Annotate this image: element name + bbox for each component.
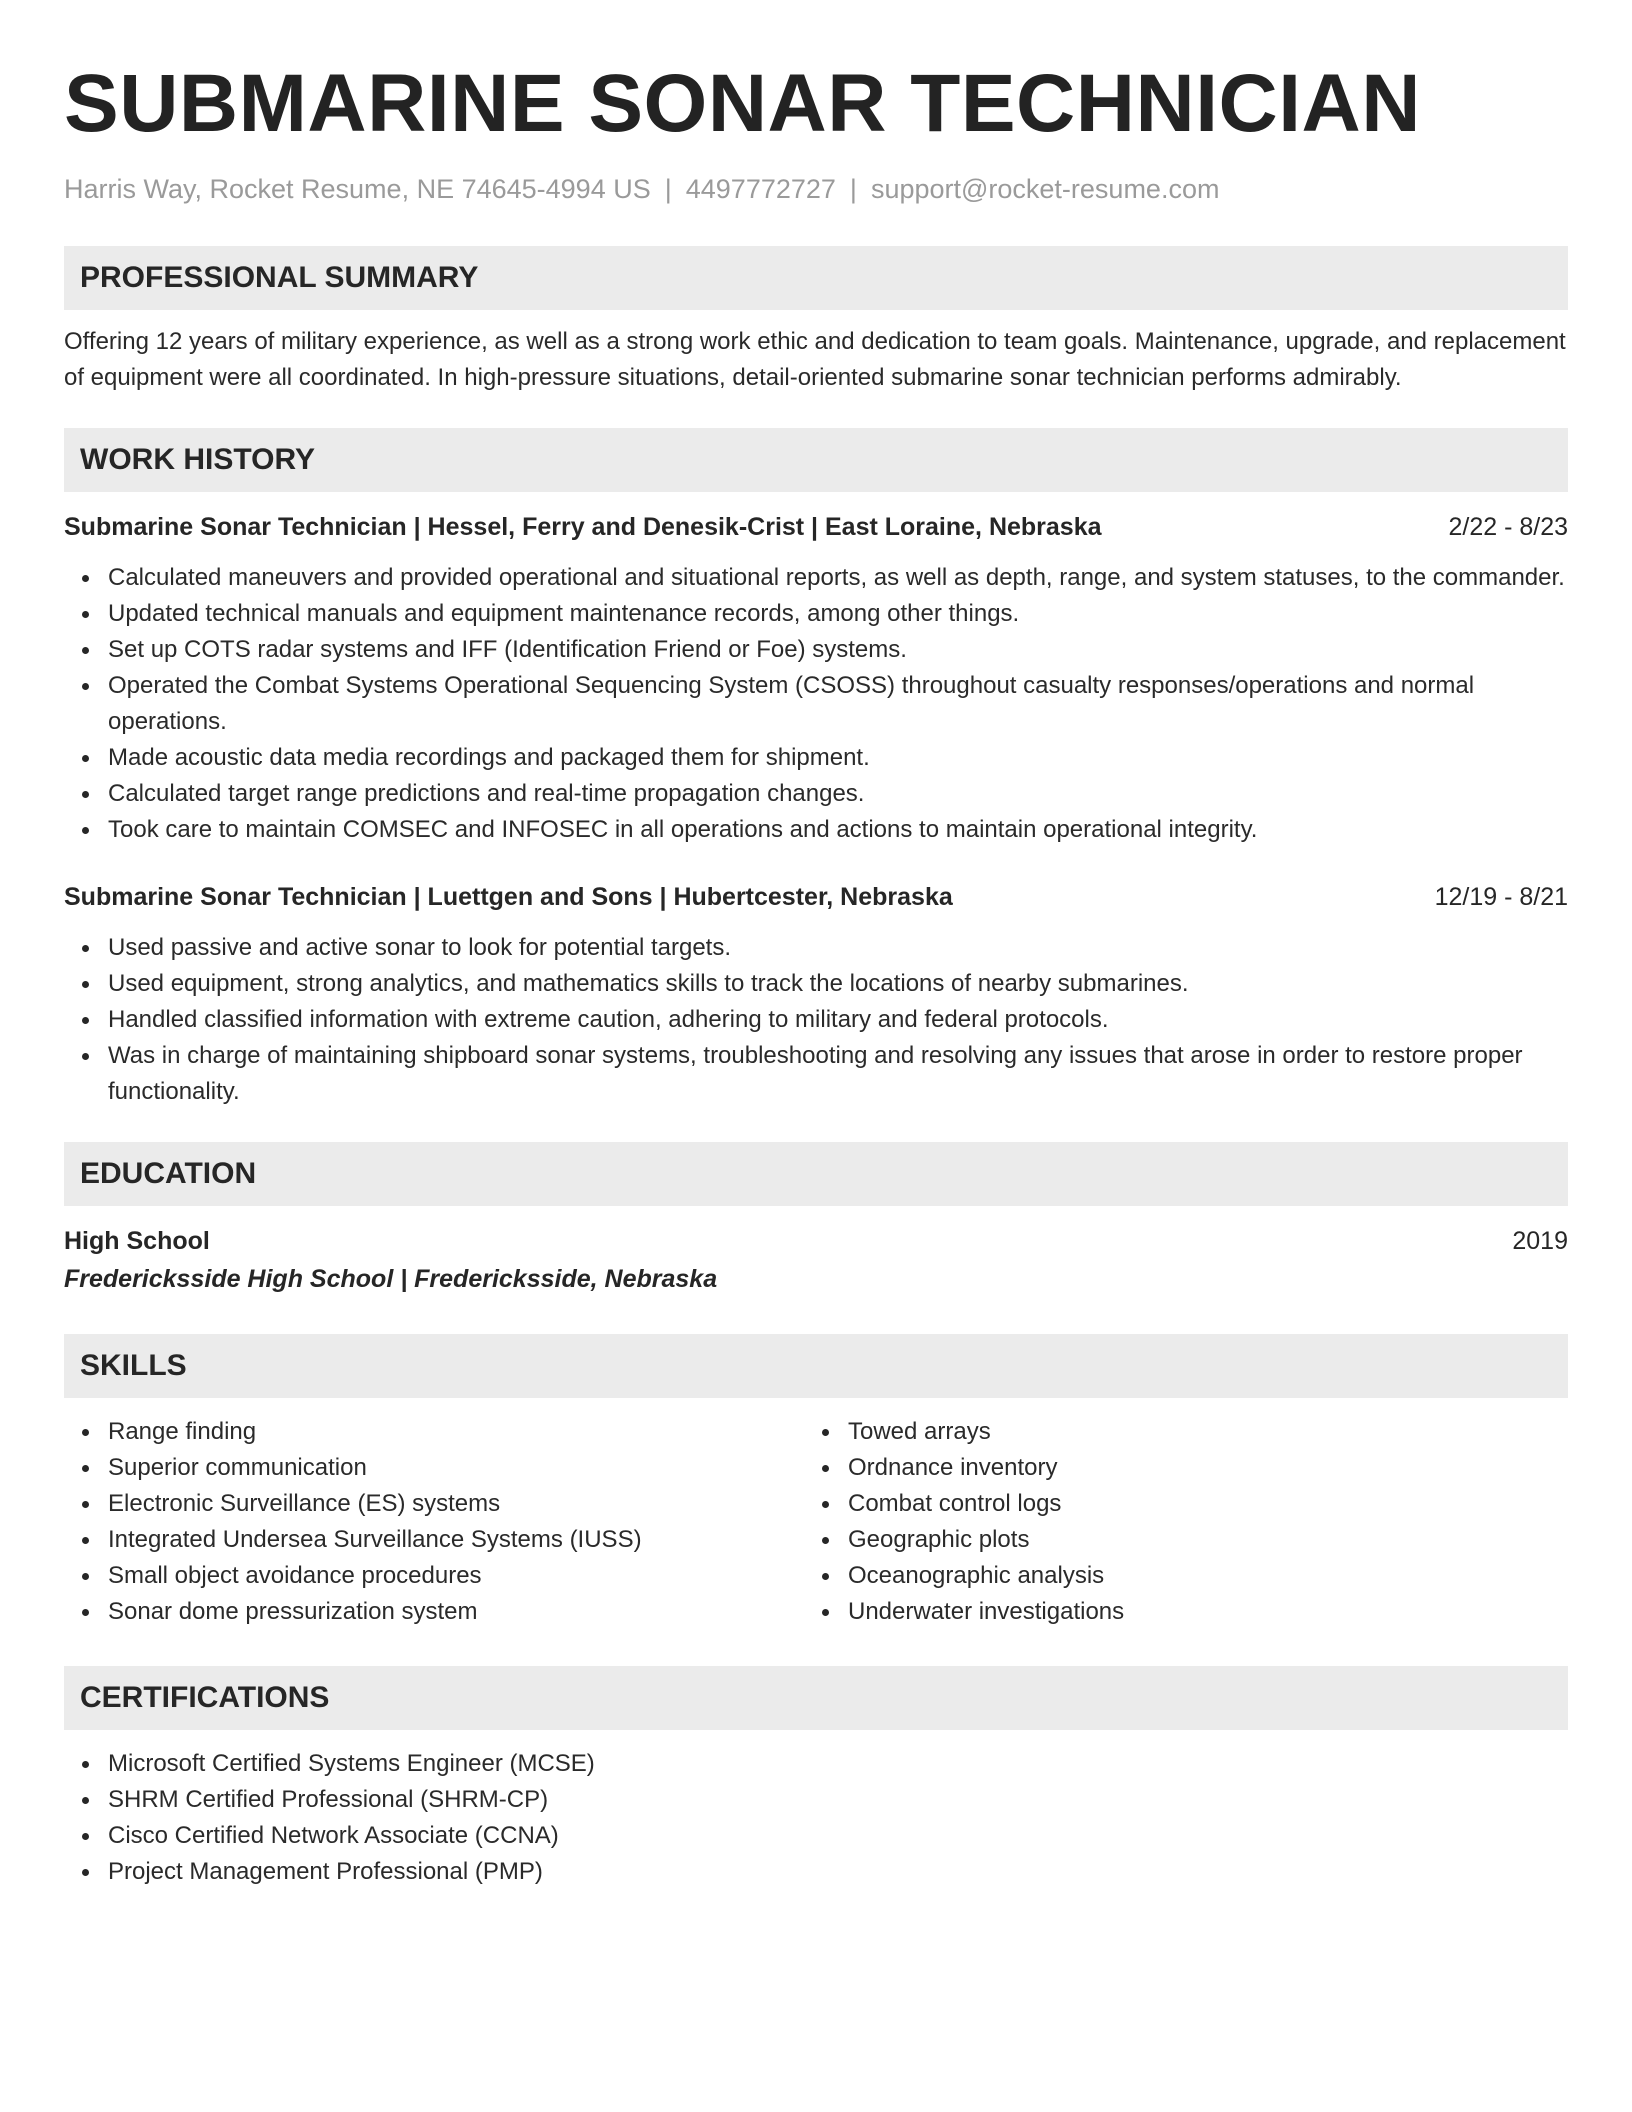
list-item: Used passive and active sonar to look for potential targets.: [108, 930, 1568, 966]
list-item: Was in charge of maintaining shipboard sonar systems, troubleshooting and resolving any issues that arose in order to restore proper functionality.: [108, 1038, 1568, 1110]
list-item: Ordnance inventory: [848, 1450, 1544, 1486]
list-item: Geographic plots: [848, 1522, 1544, 1558]
job-dates: 2/22 - 8/23: [1448, 513, 1568, 541]
list-item: Microsoft Certified Systems Engineer (MCSE): [108, 1746, 1568, 1782]
education-school: Fredericksside High School | Fredericksside, Nebraska: [64, 1265, 718, 1293]
list-item: Took care to maintain COMSEC and INFOSEC in all operations and actions to maintain operational integrity.: [108, 812, 1568, 848]
resume-page: [64, 58, 1568, 1890]
education-heading: EDUCATION: [64, 1142, 1568, 1206]
certifications-heading: CERTIFICATIONS: [64, 1666, 1568, 1730]
contact-separator: |: [849, 174, 857, 204]
job-header: [64, 510, 1568, 544]
list-item: Made acoustic data media recordings and packaged them for shipment.: [108, 740, 1568, 776]
list-item: Underwater investigations: [848, 1594, 1544, 1630]
list-item: Calculated target range predictions and real-time propagation changes.: [108, 776, 1568, 812]
certifications-section: [64, 1666, 1568, 1890]
certifications-list: [64, 1746, 1568, 1890]
job-bullets: [64, 930, 1568, 1110]
contact-address: Harris Way, Rocket Resume, NE 74645-4994 US: [64, 174, 651, 204]
job-header: [64, 880, 1568, 914]
list-item: Superior communication: [108, 1450, 804, 1486]
list-item: Operated the Combat Systems Operational Sequencing System (CSOSS) throughout casualty responses/operations and normal operations.: [108, 668, 1568, 740]
list-item: Small object avoidance procedures: [108, 1558, 804, 1594]
summary-text: Offering 12 years of military experience, as well as a strong work ethic and dedication to team goals. Maintenance, upgrade, and replacement of equipment were all coordinated. In high-pressure situations, detail-oriented submarine sonar technician performs admirably.: [64, 328, 1566, 391]
skills-section: [64, 1334, 1568, 1630]
contact-line: [64, 172, 1568, 206]
skills-list: [804, 1414, 1544, 1630]
list-item: Electronic Surveillance (ES) systems: [108, 1486, 804, 1522]
list-item: SHRM Certified Professional (SHRM-CP): [108, 1782, 1568, 1818]
list-item: Oceanographic analysis: [848, 1558, 1544, 1594]
contact-phone: 4497772727: [685, 174, 836, 204]
skills-column-right: [804, 1414, 1544, 1630]
work-history-section: [64, 428, 1568, 1110]
skills-list: [64, 1414, 804, 1630]
summary-heading: PROFESSIONAL SUMMARY: [64, 246, 1568, 310]
education-header: [64, 1222, 1568, 1260]
education-section: [64, 1142, 1568, 1298]
list-item: Cisco Certified Network Associate (CCNA): [108, 1818, 1568, 1854]
skills-grid: [64, 1414, 1568, 1630]
contact-email: support@rocket-resume.com: [870, 174, 1220, 204]
list-item: Range finding: [108, 1414, 804, 1450]
contact-separator: |: [664, 174, 672, 204]
list-item: Combat control logs: [848, 1486, 1544, 1522]
job-dates: 12/19 - 8/21: [1434, 883, 1568, 911]
list-item: Calculated maneuvers and provided operational and situational reports, as well as depth, range, and system statuses, to the commander.: [108, 560, 1568, 596]
job-bullets: [64, 560, 1568, 848]
work-history-heading: WORK HISTORY: [64, 428, 1568, 492]
job-title: Submarine Sonar Technician | Luettgen and Sons | Hubertcester, Nebraska: [64, 883, 953, 911]
summary-section: [64, 246, 1568, 396]
resume-name: SUBMARINE SONAR TECHNICIAN: [64, 58, 1421, 149]
skills-heading: SKILLS: [64, 1334, 1568, 1398]
list-item: Towed arrays: [848, 1414, 1544, 1450]
job-entry: [64, 510, 1568, 848]
list-item: Used equipment, strong analytics, and mathematics skills to track the locations of nearby submarines.: [108, 966, 1568, 1002]
list-item: Project Management Professional (PMP): [108, 1854, 1568, 1890]
list-item: Integrated Undersea Surveillance Systems (IUSS): [108, 1522, 804, 1558]
education-year: 2019: [1512, 1227, 1568, 1255]
skills-column-left: [64, 1414, 804, 1630]
list-item: Sonar dome pressurization system: [108, 1594, 804, 1630]
education-degree: High School: [64, 1227, 210, 1255]
list-item: Handled classified information with extreme caution, adhering to military and federal protocols.: [108, 1002, 1568, 1038]
list-item: Set up COTS radar systems and IFF (Identification Friend or Foe) systems.: [108, 632, 1568, 668]
list-item: Updated technical manuals and equipment maintenance records, among other things.: [108, 596, 1568, 632]
job-entry: [64, 880, 1568, 1110]
job-title: Submarine Sonar Technician | Hessel, Ferry and Denesik-Crist | East Loraine, Nebraska: [64, 513, 1102, 541]
